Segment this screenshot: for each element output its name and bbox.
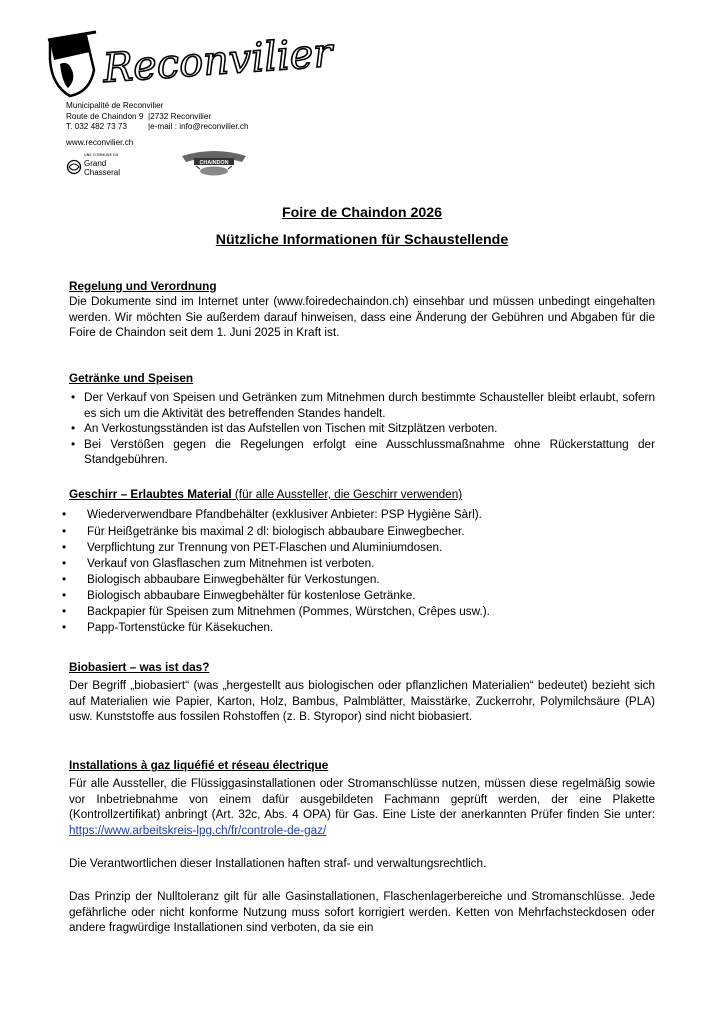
email-wrap: |e-mail : info@reconvilier.ch bbox=[148, 122, 249, 131]
section-gas bbox=[69, 758, 655, 936]
swirl-icon bbox=[68, 161, 81, 174]
email-address[interactable]: e-mail : info@reconvilier.ch bbox=[150, 122, 249, 131]
reconvilier-logo bbox=[46, 30, 334, 102]
address-street: Route de Chaindon 9 bbox=[66, 112, 144, 121]
section-heading bbox=[69, 487, 655, 502]
list-item: • Biologisch abbaubare Einwegbehälter für Verkostungen. bbox=[61, 572, 655, 588]
section-drinks bbox=[69, 371, 655, 467]
cattle-icon bbox=[196, 166, 232, 176]
list-item: • An Verkostungsständen ist das Aufstellen von Tischen mit Sitzplätzen verboten. bbox=[69, 421, 655, 436]
zero-tolerance-text: Das Prinzip der Nulltoleranz gilt für alle Gasinstallationen, Flaschenlagerbereiche und Stromanschlüsse. Jede gefährliche oder nicht konforme Nutzung muss sofort korrigiert werden. Ketten von Mehrfachsteckdosen oder andere fragwürdige Installationen sind verboten, da sie ein bbox=[69, 890, 655, 935]
section-heading: Regelung und Verordnung bbox=[69, 280, 217, 293]
section-text bbox=[69, 776, 655, 838]
responsibility-text: Die Verantwortlichen dieser Installationen haften straf- und verwaltungsrechtlich. bbox=[69, 857, 487, 871]
heading-note: (für alle Aussteller, die Geschirr verwenden) bbox=[234, 488, 463, 501]
heading-main: Geschirr – Erlaubtes Material bbox=[69, 488, 232, 501]
section-heading: Installations à gaz liquéfié et réseau électrique bbox=[69, 759, 329, 772]
section-tableware bbox=[69, 487, 655, 636]
list-item: • Verpflichtung zur Trennung von PET-Flaschen und Aluminiumdosen. bbox=[61, 540, 655, 556]
list-item: • Verkauf von Glasflaschen zum Mitnehmen ist verboten. bbox=[61, 556, 655, 572]
website[interactable]: www.reconvilier.ch bbox=[66, 138, 134, 147]
address-city-wrap: |2732 Reconvilier bbox=[148, 112, 212, 121]
partner-tagline: UNE COMMUNE DU bbox=[84, 153, 119, 157]
document-subtitle: Nützliche Informationen für Schaustellende bbox=[215, 232, 509, 248]
badge-text: CHAINDON bbox=[199, 159, 229, 166]
list-item: • Biologisch abbaubare Einwegbehälter für kostenlose Getränke. bbox=[61, 588, 655, 604]
list-item: • Backpapier für Speisen zum Mitnehmen (Pommes, Würstchen, Crêpes usw.). bbox=[61, 604, 655, 620]
partner-name-line1: Grand bbox=[84, 159, 107, 168]
section-heading: Biobasiert – was ist das? bbox=[69, 661, 210, 674]
list-item: • Wiederverwendbare Pfandbehälter (exklusiver Anbieter: PSP Hygiène Sàrl). bbox=[61, 507, 655, 523]
address-city: 2732 Reconvilier bbox=[150, 112, 212, 121]
list-item: • Für Heißgetränke bis maximal 2 dl: biologisch abbaubare Einwegbecher. bbox=[61, 524, 655, 540]
phone-number: T. 032 482 73 73 bbox=[66, 122, 128, 131]
section-biobased bbox=[69, 660, 655, 725]
foire-chaindon-badge bbox=[178, 146, 250, 178]
coat-of-arms-icon bbox=[48, 32, 96, 96]
list-item: • Der Verkauf von Speisen und Getränken zum Mitnehmen durch bestimmte Schausteller bleibt erlaubt, sofern es sich um die Aktivität des betreffenden Standes handelt. bbox=[69, 390, 655, 421]
gas-text: Für alle Aussteller, die Flüssiggasinstallationen oder Stromanschlüsse nutzen, müssen diese regelmäßig sowie vor Inbetriebnahme von einem dafür ausgebildeten Fachmann geprüft werden, der eine Plakette (Kontrollzertifikat) anbringt (Art. 32c, Abs. 4 OPA) für Gas. Eine Liste der anerkannten Prüfer finden Sie unter: bbox=[69, 777, 655, 822]
section-text: Die Dokumente sind im Internet unter (www.foiredechaindon.ch) einsehbar und müssen unbedingt eingehalten werden. Wir möchten Sie außerdem darauf hinweisen, dass eine Änderung der Gebühren und Abgaben für die Foire de Chaindon seit dem 1. Juni 2025 in Kraft ist. bbox=[69, 295, 655, 340]
list-item: • Papp-Tortenstücke für Käsekuchen. bbox=[61, 620, 655, 636]
document-title: Foire de Chaindon 2026 bbox=[281, 205, 443, 221]
partner-name-line2: Chasseral bbox=[84, 168, 121, 177]
section-text: Der Begriff „biobasiert“ (was „hergestellt aus biologischen oder pflanzlichen Materialien“ bedeutet) bezieht sich auf Materialien wie Papier, Karton, Holz, Bambus, Palmblätter, Maisstärke, Zuckerrohr, Polymilchsäure (PLA) usw. Kunststoffe aus fossilen Rohstoffen (z. B. Styropor) sind nicht biobasiert. bbox=[69, 679, 655, 724]
section-heading: Getränke und Speisen bbox=[69, 372, 194, 385]
list-item: • Bei Verstößen gegen die Regelungen erfolgt eine Ausschlussmaßnahme ohne Rückerstattung der Standgebühren. bbox=[69, 437, 655, 468]
section-regulation bbox=[69, 279, 655, 341]
municipality-name: Municipalité de Reconvilier bbox=[66, 101, 164, 110]
grand-chasseral-logo bbox=[66, 152, 156, 178]
logo-wordmark: Reconvilier bbox=[101, 30, 334, 92]
gas-inspectors-link[interactable]: https://www.arbeitskreis-lpg.ch/fr/controle-de-gaz/ bbox=[69, 823, 327, 837]
